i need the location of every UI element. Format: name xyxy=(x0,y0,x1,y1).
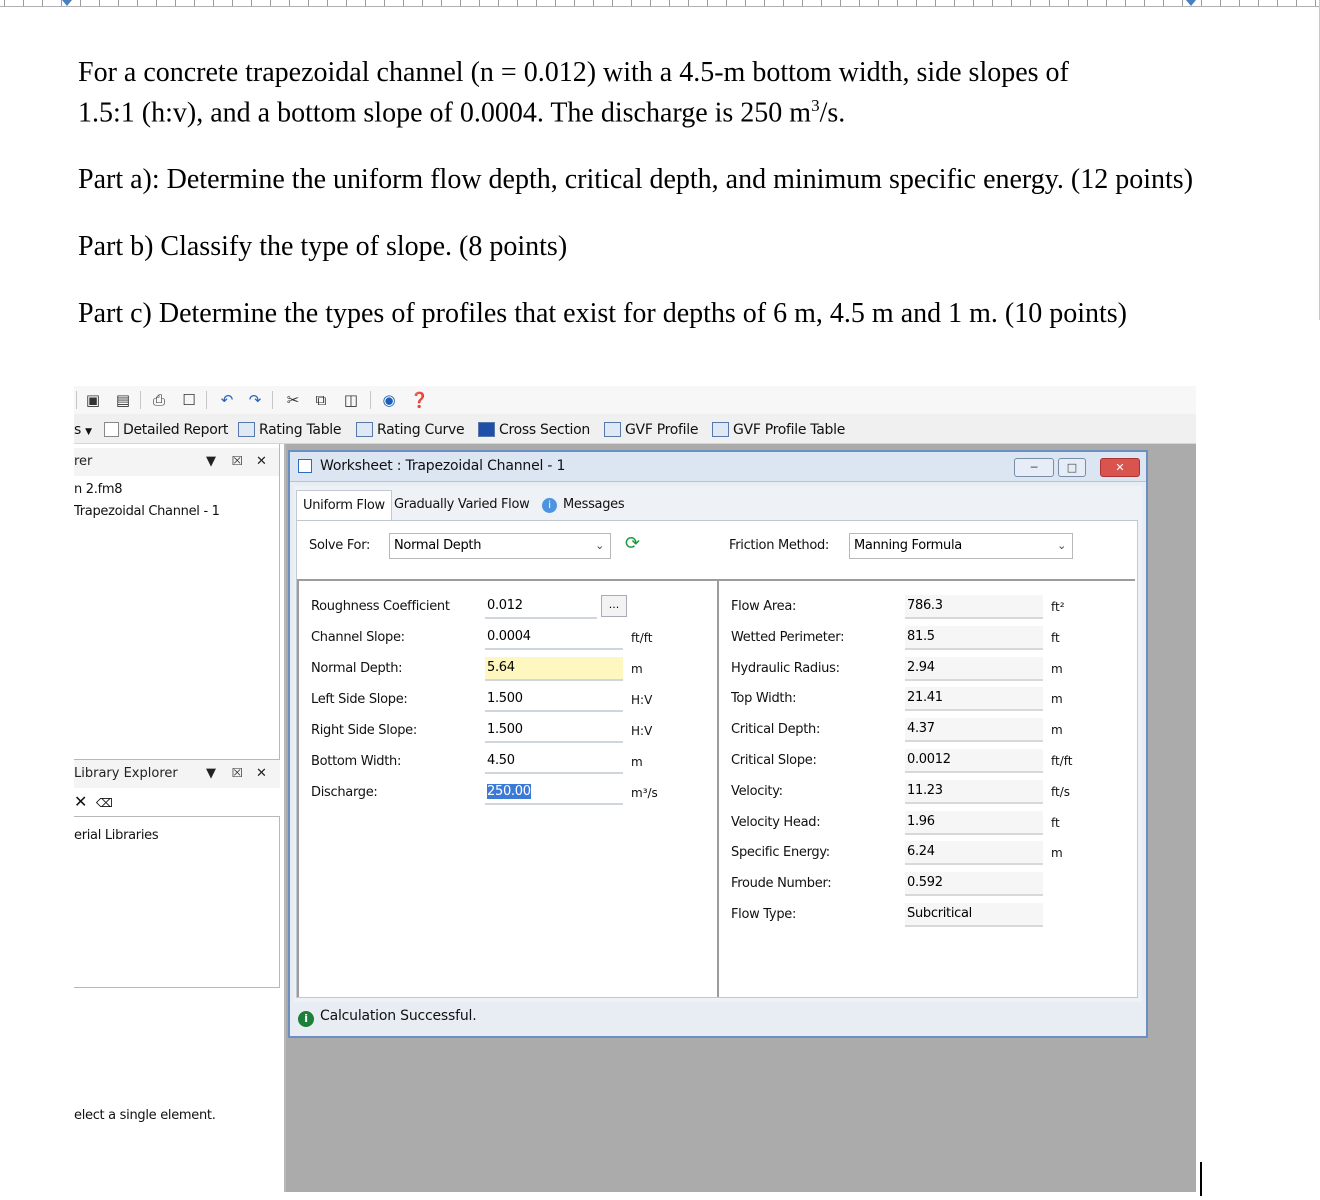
main-toolbar xyxy=(74,386,1196,414)
ellipsis-button[interactable]: ... xyxy=(601,595,627,617)
print-icon[interactable]: ⎙ xyxy=(152,391,165,409)
explorer-pane xyxy=(74,444,286,1192)
ruler-tick xyxy=(289,0,290,6)
ruler-tick xyxy=(992,0,993,6)
input-field[interactable] xyxy=(485,626,623,650)
solve-for-select[interactable] xyxy=(389,533,611,559)
toolbar-separator xyxy=(140,391,141,409)
ruler-tick xyxy=(42,0,43,6)
toolbar-separator xyxy=(272,391,273,409)
pin-icon[interactable]: ⮽ xyxy=(232,454,243,469)
ruler-tick xyxy=(935,0,936,6)
worksheet-titlebar[interactable] xyxy=(290,452,1146,482)
ruler-tick xyxy=(498,0,499,6)
input-unit: m³/s xyxy=(631,786,658,800)
ruler-tick xyxy=(118,0,119,6)
gvf-profile-icon xyxy=(604,422,621,437)
close-icon[interactable]: ✕ xyxy=(256,766,267,781)
result-label: Velocity: xyxy=(731,783,783,799)
ruler-tick xyxy=(346,0,347,6)
input-grid xyxy=(297,579,717,997)
ruler-tick xyxy=(1258,0,1259,6)
ruler-tick xyxy=(156,0,157,6)
ruler-tick xyxy=(365,0,366,6)
result-unit: ft xyxy=(1051,815,1060,830)
toolbar-separator xyxy=(370,391,371,409)
tree-worksheet-node[interactable]: Trapezoidal Channel - 1 xyxy=(74,504,220,519)
input-field[interactable] xyxy=(485,657,623,681)
ruler-tick xyxy=(61,0,62,6)
input-label: Right Side Slope: xyxy=(311,723,417,738)
ruler-tick xyxy=(479,0,480,6)
part-c: Part c) Determine the types of profiles that exist for depths of 6 m, 4.5 m and 1 m. (10 points) xyxy=(78,298,1128,330)
result-unit: ft/s xyxy=(1051,784,1071,799)
dropdown-icon[interactable]: ▼ xyxy=(206,454,216,469)
ruler-tick xyxy=(175,0,176,6)
text-cursor xyxy=(1200,1162,1202,1196)
result-unit: m xyxy=(1051,692,1063,707)
result-field: 6.24 xyxy=(905,841,1043,865)
ruler-tick xyxy=(422,0,423,6)
chevron-down-icon: ▼ xyxy=(85,427,92,437)
ruler-tick xyxy=(555,0,556,6)
ruler-tick xyxy=(1296,0,1297,6)
rename-icon[interactable]: ⌫ xyxy=(95,796,113,810)
result-unit: ft² xyxy=(1051,600,1065,614)
ruler-tick xyxy=(327,0,328,6)
mdi-workspace xyxy=(286,444,1196,1192)
result-field: 0.0012 xyxy=(905,749,1043,773)
input-label: Discharge: xyxy=(311,785,378,800)
input-value: 0.012 xyxy=(487,598,523,613)
calculation-status xyxy=(298,1008,476,1027)
tree-file-node[interactable]: n 2.fm8 xyxy=(74,482,123,497)
input-value: 250.00 xyxy=(487,784,531,799)
result-unit: m xyxy=(1051,723,1063,738)
part-b: Part b) Classify the type of slope. (8 points) xyxy=(78,231,568,263)
ruler-tick xyxy=(403,0,404,6)
problem-line-2: 1.5:1 (h:v), and a bottom slope of 0.0004. The discharge is 250 m xyxy=(78,97,812,129)
ruler-tick xyxy=(1182,0,1183,6)
detailed-report-label: Detailed Report xyxy=(123,422,229,438)
friction-method-value: Manning Formula xyxy=(854,538,962,553)
ruler-tick xyxy=(745,0,746,6)
ruler-tick xyxy=(802,0,803,6)
info-icon: i xyxy=(542,498,557,513)
ruler-tick xyxy=(973,0,974,6)
close-window-icon[interactable]: ✕ xyxy=(1100,458,1140,477)
friction-method-select[interactable] xyxy=(849,533,1073,559)
worksheet-body xyxy=(294,486,1142,1002)
ruler-tick xyxy=(878,0,879,6)
ruler-tick xyxy=(1049,0,1050,6)
ruler-tick xyxy=(783,0,784,6)
ruler-tick xyxy=(1201,0,1202,6)
report-toolbar xyxy=(74,414,1196,444)
library-explorer-header xyxy=(74,760,280,788)
result-field: 786.3 xyxy=(905,595,1043,619)
results-grid xyxy=(717,579,1135,997)
detailed-report-button[interactable] xyxy=(104,420,228,440)
ruler-tick xyxy=(80,0,81,6)
ruler-tick xyxy=(916,0,917,6)
toolbar-separator xyxy=(206,391,207,409)
rating-table-icon xyxy=(238,422,255,437)
gvf-profile-button[interactable] xyxy=(604,420,698,440)
refresh-icon[interactable]: ⟳ xyxy=(625,533,641,554)
ruler-tick xyxy=(650,0,651,6)
ruler-left-marker-icon[interactable] xyxy=(62,0,72,6)
part-a: Part a): Determine the uniform flow depth, critical depth, and minimum specific energy. (12 points) xyxy=(78,164,1194,196)
gvf-profile-table-label: GVF Profile Table xyxy=(733,422,846,438)
result-label: Flow Area: xyxy=(731,599,797,614)
ruler-tick xyxy=(536,0,537,6)
paste-icon[interactable]: ◫ xyxy=(343,391,359,409)
pin-icon[interactable]: ⮽ xyxy=(232,766,243,781)
input-unit: ft/ft xyxy=(631,631,653,645)
result-label: Critical Depth: xyxy=(731,722,821,738)
ruler-tick xyxy=(99,0,100,6)
input-label: Channel Slope: xyxy=(311,630,405,645)
input-unit: H:V xyxy=(631,724,653,738)
rating-table-button[interactable] xyxy=(238,420,341,440)
solve-for-value: Normal Depth xyxy=(394,538,482,553)
ruler-tick xyxy=(1106,0,1107,6)
rating-curve-icon xyxy=(356,422,373,437)
ruler-tick xyxy=(1011,0,1012,6)
ruler-tick xyxy=(574,0,575,6)
library-toolbar xyxy=(74,792,113,811)
cross-section-button[interactable] xyxy=(478,420,590,440)
input-label: Normal Depth: xyxy=(311,661,403,676)
rating-curve-button[interactable] xyxy=(356,420,464,440)
rating-curve-label: Rating Curve xyxy=(377,422,465,438)
explorer-header xyxy=(74,448,280,476)
ruler-tick xyxy=(270,0,271,6)
help-icon[interactable]: ❓ xyxy=(410,391,429,409)
ruler-tick xyxy=(251,0,252,6)
ruler-tick xyxy=(4,0,5,6)
ruler-tick xyxy=(707,0,708,6)
result-label: Hydraulic Radius: xyxy=(731,660,840,676)
document-body[interactable] xyxy=(78,56,1198,330)
friction-method-label: Friction Method: xyxy=(729,538,830,553)
input-field[interactable] xyxy=(485,750,623,774)
solve-for-label: Solve For: xyxy=(309,538,371,553)
input-field[interactable] xyxy=(485,595,597,619)
input-field[interactable] xyxy=(485,781,623,805)
result-field: Subcritical xyxy=(905,903,1043,927)
gvf-profile-table-button[interactable] xyxy=(712,420,845,440)
result-field: 11.23 xyxy=(905,780,1043,804)
worksheet-title: Worksheet : Trapezoidal Channel - 1 xyxy=(320,458,566,474)
ruler-tick xyxy=(1068,0,1069,6)
ruler-tick xyxy=(859,0,860,6)
ruler-tick xyxy=(1030,0,1031,6)
ruler-tick xyxy=(612,0,613,6)
ruler-tick xyxy=(1144,0,1145,6)
ruler-tick xyxy=(821,0,822,6)
ruler-tick xyxy=(1315,0,1316,6)
result-label: Velocity Head: xyxy=(731,814,821,830)
redo-icon[interactable]: ↷ xyxy=(248,391,262,409)
input-unit: m xyxy=(631,755,643,769)
result-unit: m xyxy=(1051,661,1063,676)
input-value: 5.64 xyxy=(487,660,515,675)
save-all-icon[interactable]: ▤ xyxy=(115,391,131,409)
input-value: 4.50 xyxy=(487,753,515,768)
input-field[interactable] xyxy=(485,688,623,712)
ruler-tick xyxy=(764,0,765,6)
report-icon xyxy=(104,422,119,437)
gvf-profile-table-icon xyxy=(712,422,729,437)
ruler-tick xyxy=(840,0,841,6)
result-field: 21.41 xyxy=(905,687,1043,711)
result-field: 2.94 xyxy=(905,657,1043,681)
toolbar-separator xyxy=(76,391,77,409)
worksheet-icon xyxy=(298,459,312,473)
ruler-tick xyxy=(517,0,518,6)
ruler-tick xyxy=(460,0,461,6)
result-label: Wetted Perimeter: xyxy=(731,629,845,645)
input-label: Left Side Slope: xyxy=(311,692,408,707)
ruler-tick xyxy=(897,0,898,6)
cross-section-icon xyxy=(478,422,495,437)
ruler-tick xyxy=(669,0,670,6)
tab-uniform-flow[interactable]: Uniform Flow xyxy=(296,490,392,522)
input-label: Roughness Coefficient xyxy=(311,599,450,614)
print-preview-icon[interactable]: ☐ xyxy=(182,391,196,409)
tab-messages[interactable] xyxy=(536,490,630,520)
cut-icon[interactable]: ✂ xyxy=(286,391,300,409)
ruler-tick xyxy=(1277,0,1278,6)
ruler-tick xyxy=(631,0,632,6)
ruler-tick xyxy=(1163,0,1164,6)
globe-icon[interactable]: ◉ xyxy=(382,391,396,409)
ruler-tick xyxy=(954,0,955,6)
result-unit: ft/ft xyxy=(1051,754,1073,768)
cross-section-label: Cross Section xyxy=(499,422,590,438)
worksheet-window xyxy=(288,450,1148,1038)
ruler-tick xyxy=(23,0,24,6)
save-icon[interactable]: ▣ xyxy=(85,391,101,409)
copy-icon[interactable]: ⧉ xyxy=(315,391,327,409)
input-value: 0.0004 xyxy=(487,629,531,644)
input-unit: H:V xyxy=(631,693,653,707)
ruler-tick xyxy=(213,0,214,6)
ruler-tick xyxy=(194,0,195,6)
success-info-icon: i xyxy=(298,1011,314,1027)
input-field[interactable] xyxy=(485,719,623,743)
ruler-tick xyxy=(137,0,138,6)
problem-line-1: For a concrete trapezoidal channel (n = 0.012) with a 4.5-m bottom width, side slopes of xyxy=(78,57,1069,88)
result-label: Froude Number: xyxy=(731,876,832,892)
result-label: Flow Type: xyxy=(731,907,797,922)
ruler-tick xyxy=(593,0,594,6)
result-unit: ft xyxy=(1051,630,1060,645)
result-field: 81.5 xyxy=(905,626,1043,650)
result-field: 1.96 xyxy=(905,811,1043,835)
ruler-tick xyxy=(308,0,309,6)
ruler-tick xyxy=(441,0,442,6)
toolbar-dropdown-label: s xyxy=(74,422,81,438)
problem-statement xyxy=(78,56,1198,129)
ruler xyxy=(0,0,1320,7)
library-item[interactable]: erial Libraries xyxy=(74,828,159,843)
tab-gradually-varied-flow[interactable]: Gradually Varied Flow xyxy=(394,497,530,512)
result-label: Critical Slope: xyxy=(731,753,817,768)
input-unit: m xyxy=(631,662,643,676)
close-icon[interactable]: ✕ xyxy=(256,454,267,469)
ruler-tick xyxy=(1087,0,1088,6)
tab-messages-label: Messages xyxy=(563,497,625,512)
explorer-title: rer xyxy=(74,454,93,469)
restore-icon[interactable]: □ xyxy=(1058,458,1086,477)
chevron-down-icon: ⌄ xyxy=(595,539,604,552)
result-field: 4.37 xyxy=(905,718,1043,742)
problem-line-2-end: /s. xyxy=(819,97,846,129)
rating-table-label: Rating Table xyxy=(259,422,342,438)
gvf-profile-label: GVF Profile xyxy=(625,422,699,438)
superscript-3: 3 xyxy=(811,96,820,115)
minimize-icon[interactable]: ─ xyxy=(1014,458,1054,477)
ruler-tick xyxy=(1239,0,1240,6)
ruler-tick xyxy=(1220,0,1221,6)
ruler-tick xyxy=(232,0,233,6)
library-explorer-title: Library Explorer xyxy=(74,766,178,781)
ruler-tick xyxy=(384,0,385,6)
chevron-down-icon: ⌄ xyxy=(1057,539,1066,552)
result-unit: m xyxy=(1051,846,1063,861)
ruler-tick xyxy=(1125,0,1126,6)
result-field: 0.592 xyxy=(905,872,1043,896)
ruler-right-marker-icon[interactable] xyxy=(1186,0,1196,6)
uniform-flow-panel xyxy=(296,520,1138,998)
result-label: Top Width: xyxy=(731,691,797,707)
input-label: Bottom Width: xyxy=(311,754,402,769)
dropdown-icon[interactable]: ▼ xyxy=(206,766,216,781)
input-value: 1.500 xyxy=(487,722,523,737)
ruler-tick xyxy=(726,0,727,6)
calculation-status-text: Calculation Successful. xyxy=(320,1008,477,1024)
delete-icon[interactable]: ✕ xyxy=(74,792,88,811)
flowmaster-screenshot xyxy=(74,386,1196,1192)
input-value: 1.500 xyxy=(487,691,523,706)
toolbar-dropdown[interactable] xyxy=(74,420,92,440)
result-label: Specific Energy: xyxy=(731,845,830,861)
status-hint: elect a single element. xyxy=(74,1108,216,1123)
ruler-tick xyxy=(688,0,689,6)
undo-icon[interactable]: ↶ xyxy=(220,391,234,409)
